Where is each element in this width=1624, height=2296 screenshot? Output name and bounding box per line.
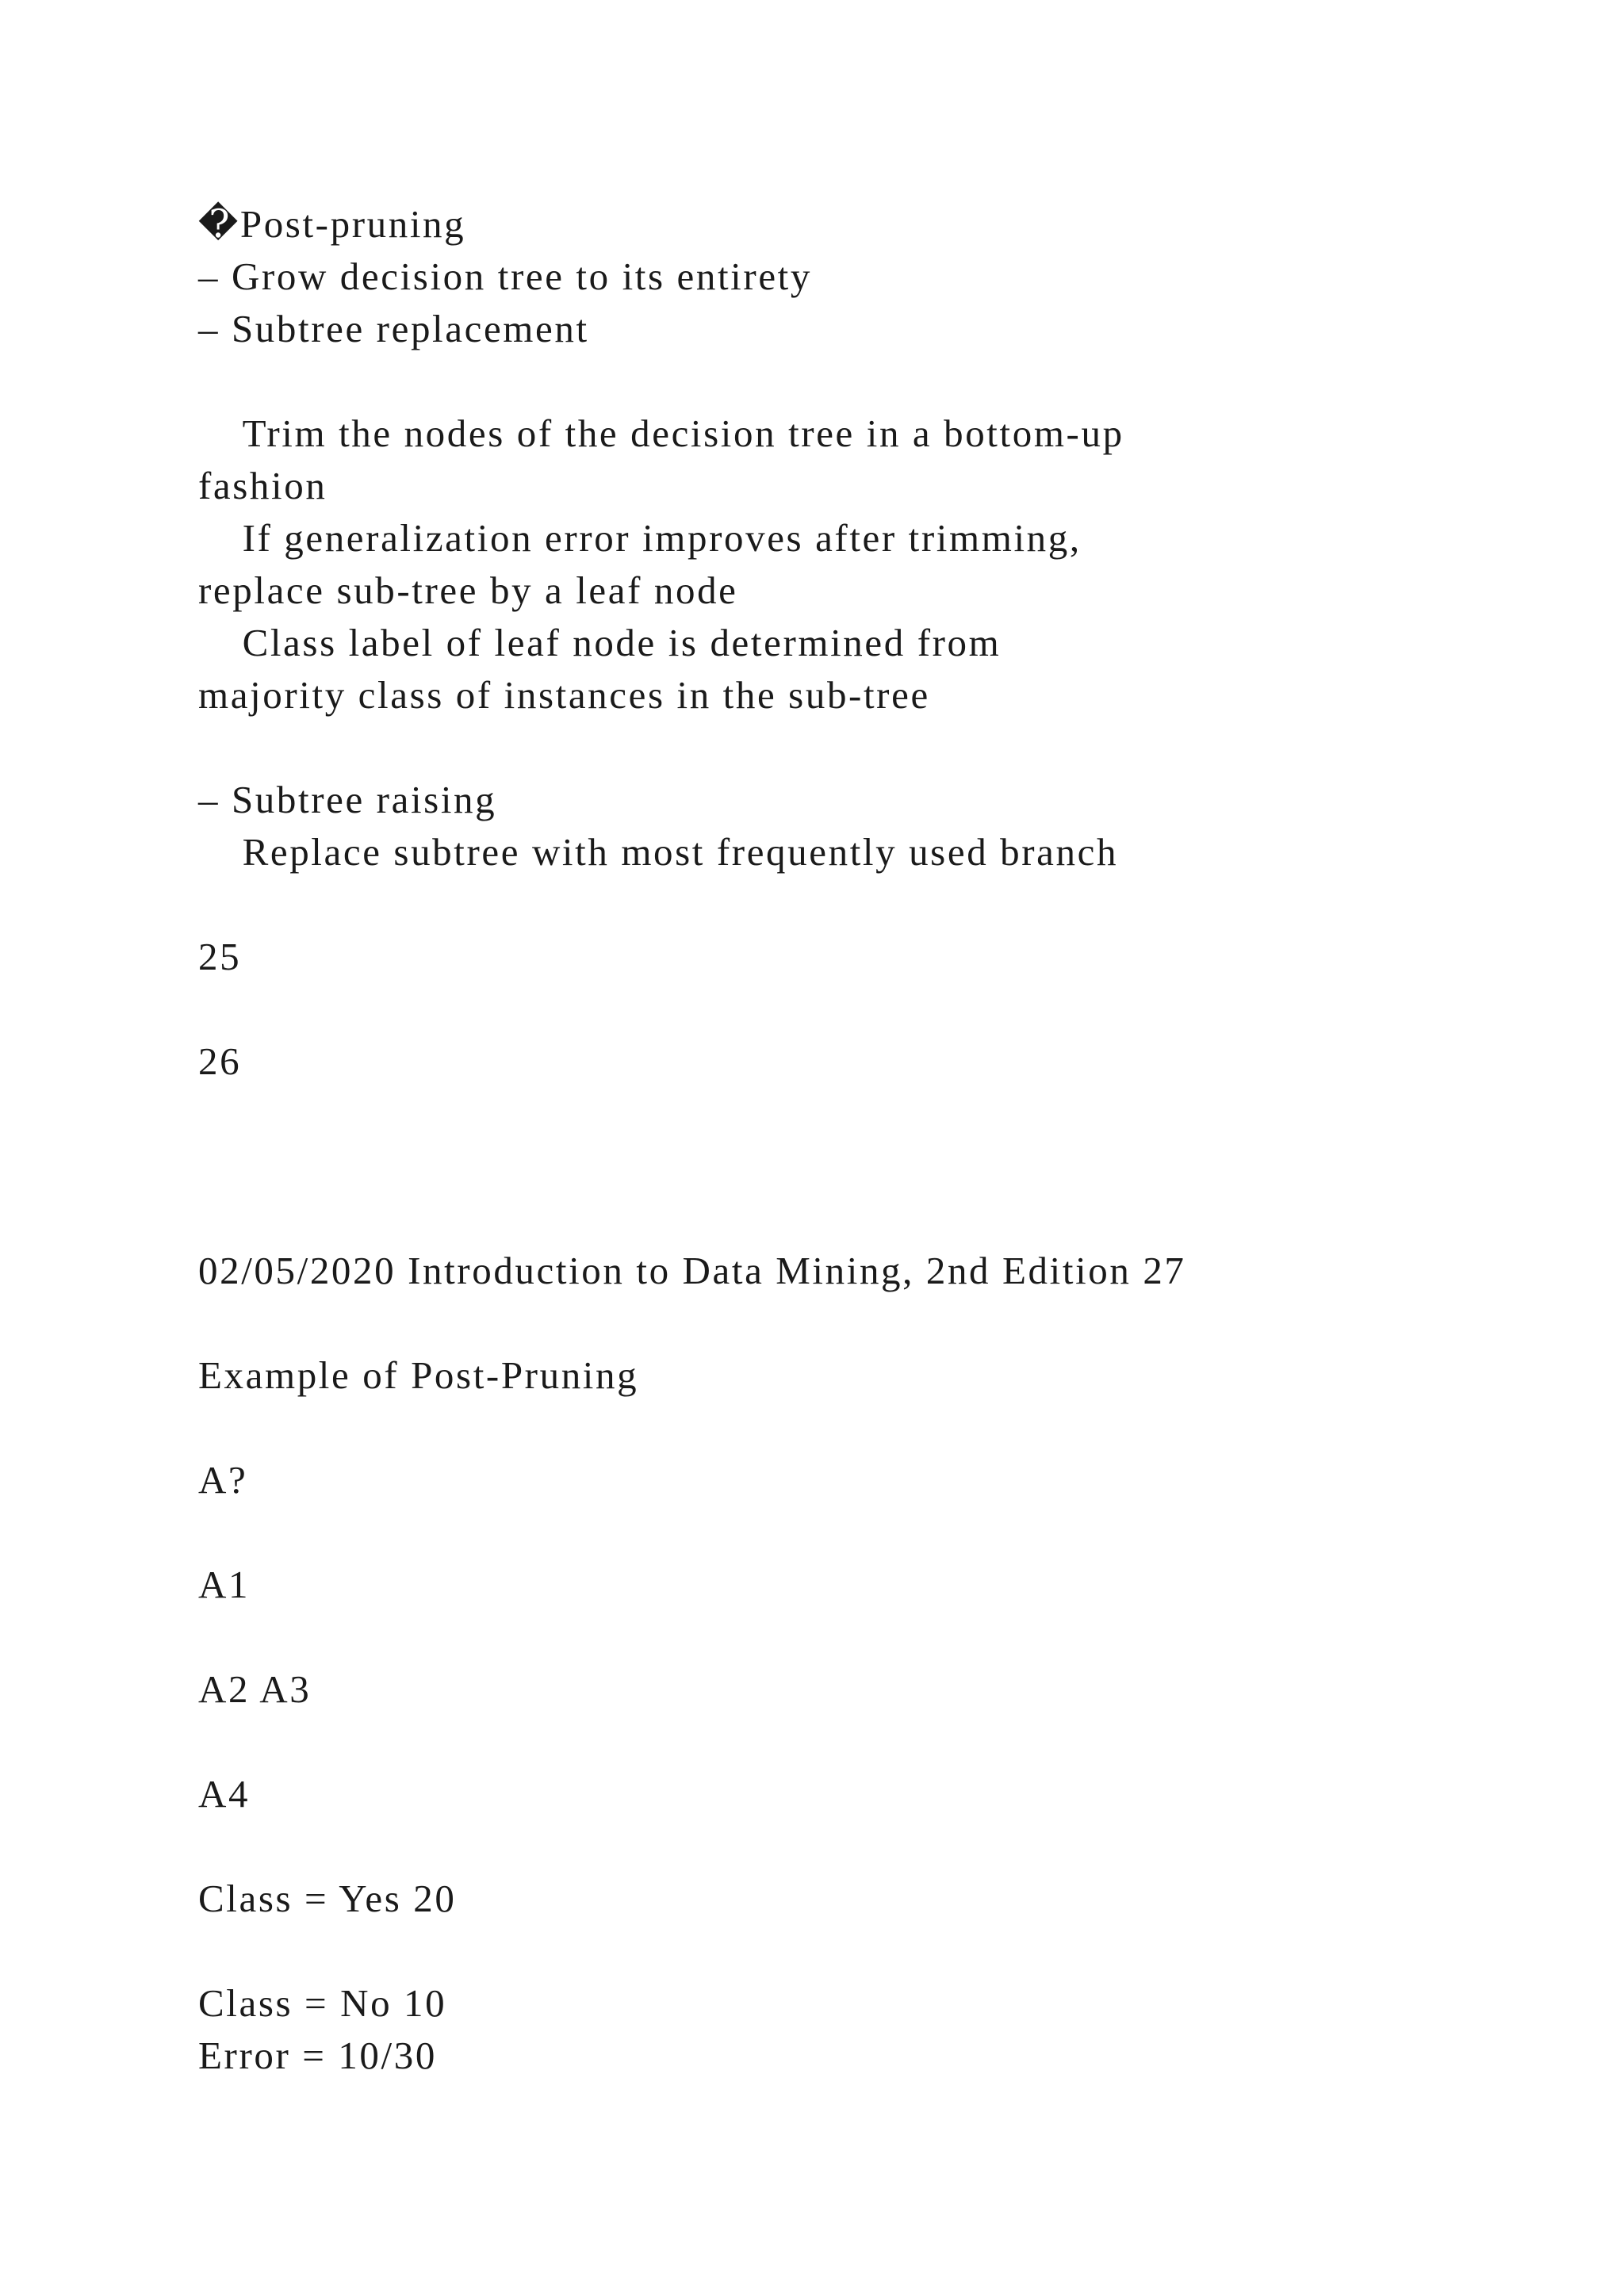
- error-rate: Error = 10/30: [198, 2034, 437, 2077]
- class-label-bullet: Class label of leaf node is determined from: [198, 621, 981, 664]
- generalization-continuation: replace sub-tree by a leaf node: [198, 568, 738, 612]
- tree-node-a-question: A?: [198, 1458, 248, 1502]
- class-label-continuation: majority class of instances in the sub-tree: [198, 673, 930, 717]
- tree-nodes-a2-a3: A2 A3: [198, 1667, 312, 1711]
- trim-nodes-continuation: fashion: [198, 464, 327, 507]
- class-no-count: Class = No 10: [198, 1981, 447, 2025]
- class-yes-count: Class = Yes 20: [198, 1877, 457, 1920]
- subtree-replacement-item: – Subtree replacement: [198, 307, 589, 350]
- trim-nodes-bullet: Trim the nodes of the decision tree in a bottom-up: [198, 411, 1103, 455]
- tree-node-a4: A4: [198, 1772, 251, 1816]
- page-number-26: 26: [198, 1039, 242, 1083]
- slide-title: Example of Post-Pruning: [198, 1353, 639, 1397]
- post-pruning-heading: �Post-pruning: [198, 202, 466, 246]
- page-number-25: 25: [198, 935, 242, 978]
- generalization-error-bullet: If generalization error improves after trimming,: [198, 516, 1061, 560]
- replace-subtree-bullet: Replace subtree with most frequently used branch: [198, 830, 1098, 874]
- slide-footer: 02/05/2020 Introduction to Data Mining, 2nd Edition 27: [198, 1249, 1186, 1292]
- grow-tree-item: – Grow decision tree to its entirety: [198, 254, 812, 298]
- subtree-raising-item: – Subtree raising: [198, 778, 497, 821]
- tree-node-a1: A1: [198, 1563, 251, 1606]
